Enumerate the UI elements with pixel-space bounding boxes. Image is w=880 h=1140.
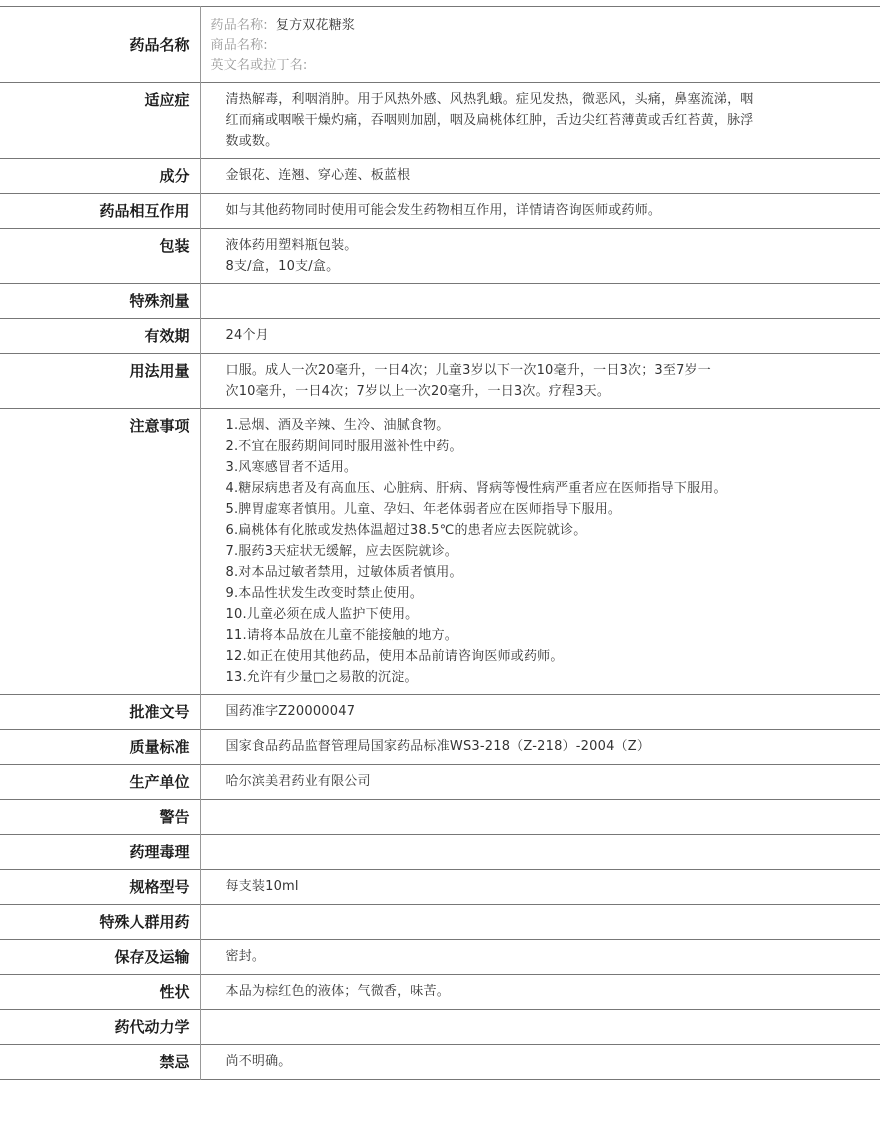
label-quality-standard: 质量标准 <box>0 730 200 765</box>
dosage-line: 口服。成人一次20毫升，一日4次；儿童3岁以下一次10毫升，一日3次；3至7岁一 <box>225 363 711 378</box>
precaution-item: 6.扁桃体有化脓或发热体温超过38.5℃的患者应去医院就诊。 <box>225 523 587 538</box>
value-quality-standard: 国家食品药品监督管理局国家药品标准WS3-218（Z-218）-2004（Z） <box>225 739 651 754</box>
value-special-dosage <box>200 284 880 319</box>
row-ingredients <box>0 159 880 194</box>
label-shelf-life: 有效期 <box>0 319 200 354</box>
label-storage: 保存及运输 <box>0 940 200 975</box>
precaution-item: 8.对本品过敏者禁用，过敏体质者慎用。 <box>225 565 463 580</box>
english-name-line <box>211 56 861 76</box>
trade-name-line <box>211 36 861 56</box>
value-specification: 每支装10ml <box>225 879 299 894</box>
row-contraindications <box>0 1045 880 1080</box>
label-interactions: 药品相互作用 <box>0 194 200 229</box>
precaution-item: 13.允许有少量□之易散的沉淀。 <box>225 670 418 685</box>
indications-line: 数或数。 <box>225 134 279 149</box>
generic-name-key: 药品名称: <box>210 18 268 33</box>
row-manufacturer <box>0 765 880 800</box>
label-contraindications: 禁忌 <box>0 1045 200 1080</box>
value-warning <box>200 800 880 835</box>
row-dosage <box>0 354 880 409</box>
label-manufacturer: 生产单位 <box>0 765 200 800</box>
dosage-line: 次10毫升，一日4次；7岁以上一次20毫升，一日3次。疗程3天。 <box>225 384 611 399</box>
value-dosage <box>200 354 880 409</box>
row-drug-name <box>0 7 880 83</box>
value-manufacturer: 哈尔滨美君药业有限公司 <box>225 774 371 789</box>
row-special-dosage <box>0 284 880 319</box>
value-approval-number: 国药准字Z20000047 <box>225 704 356 719</box>
precaution-item: 5.脾胃虚寒者慎用。儿童、孕妇、年老体弱者应在医师指导下服用。 <box>225 502 622 517</box>
precaution-item: 12.如正在使用其他药品，使用本品前请咨询医师或药师。 <box>225 649 564 664</box>
precaution-item: 2.不宜在服药期间同时服用滋补性中药。 <box>225 439 463 454</box>
label-approval-number: 批准文号 <box>0 695 200 730</box>
label-dosage: 用法用量 <box>0 354 200 409</box>
row-approval-number <box>0 695 880 730</box>
indications-line: 清热解毒，利咽消肿。用于风热外感、风热乳蛾。症见发热，微恶风，头痛，鼻塞流涕，咽 <box>225 92 754 107</box>
english-name-key: 英文名或拉丁名: <box>210 58 308 73</box>
value-toxicology <box>200 835 880 870</box>
row-indications <box>0 83 880 159</box>
generic-name-value: 复方双花糖浆 <box>275 18 356 33</box>
precaution-item: 9.本品性状发生改变时禁止使用。 <box>225 586 424 601</box>
label-toxicology: 药理毒理 <box>0 835 200 870</box>
label-packaging: 包装 <box>0 229 200 284</box>
label-indications: 适应症 <box>0 83 200 159</box>
row-toxicology <box>0 835 880 870</box>
drug-spec-table <box>0 6 880 1080</box>
value-storage: 密封。 <box>225 949 266 964</box>
label-appearance: 性状 <box>0 975 200 1010</box>
label-ingredients: 成分 <box>0 159 200 194</box>
row-pharmacokinetics <box>0 1010 880 1045</box>
precaution-item: 4.糖尿病患者及有高血压、心脏病、肝病、肾病等慢性病严重者应在医师指导下服用。 <box>225 481 727 496</box>
label-drug-name: 药品名称 <box>0 7 200 83</box>
value-packaging <box>200 229 880 284</box>
row-shelf-life <box>0 319 880 354</box>
precaution-item: 10.儿童必须在成人监护下使用。 <box>225 607 419 622</box>
row-specification <box>0 870 880 905</box>
packaging-line: 液体药用塑料瓶包装。 <box>225 238 358 253</box>
label-precautions: 注意事项 <box>0 409 200 695</box>
row-special-population <box>0 905 880 940</box>
row-interactions <box>0 194 880 229</box>
row-appearance <box>0 975 880 1010</box>
label-special-dosage: 特殊剂量 <box>0 284 200 319</box>
row-storage <box>0 940 880 975</box>
precaution-item: 7.服药3天症状无缓解，应去医院就诊。 <box>225 544 458 559</box>
value-pharmacokinetics <box>200 1010 880 1045</box>
precaution-item: 11.请将本品放在儿童不能接触的地方。 <box>225 628 458 643</box>
trade-name-key: 商品名称: <box>210 38 268 53</box>
value-precautions <box>200 409 880 695</box>
row-warning <box>0 800 880 835</box>
value-interactions: 如与其他药物同时使用可能会发生药物相互作用，详情请咨询医师或药师。 <box>225 203 662 218</box>
value-shelf-life: 24个月 <box>225 328 269 343</box>
value-ingredients: 金银花、连翘、穿心莲、板蓝根 <box>225 168 411 183</box>
value-indications <box>200 83 880 159</box>
row-packaging <box>0 229 880 284</box>
row-quality-standard <box>0 730 880 765</box>
precaution-item: 3.风寒感冒者不适用。 <box>225 460 358 475</box>
row-precautions <box>0 409 880 695</box>
value-special-population <box>200 905 880 940</box>
label-specification: 规格型号 <box>0 870 200 905</box>
value-drug-name <box>200 7 880 83</box>
generic-name-line <box>211 16 861 36</box>
packaging-line: 8支/盒，10支/盒。 <box>225 259 340 274</box>
label-warning: 警告 <box>0 800 200 835</box>
precaution-item: 1.忌烟、酒及辛辣、生冷、油腻食物。 <box>225 418 450 433</box>
value-contraindications: 尚不明确。 <box>225 1054 292 1069</box>
value-appearance: 本品为棕红色的液体；气微香，味苦。 <box>225 984 450 999</box>
label-special-population: 特殊人群用药 <box>0 905 200 940</box>
indications-line: 红而痛或咽喉干燥灼痛，吞咽则加剧，咽及扁桃体红肿，舌边尖红苔薄黄或舌红苔黄，脉浮 <box>225 113 754 128</box>
label-pharmacokinetics: 药代动力学 <box>0 1010 200 1045</box>
